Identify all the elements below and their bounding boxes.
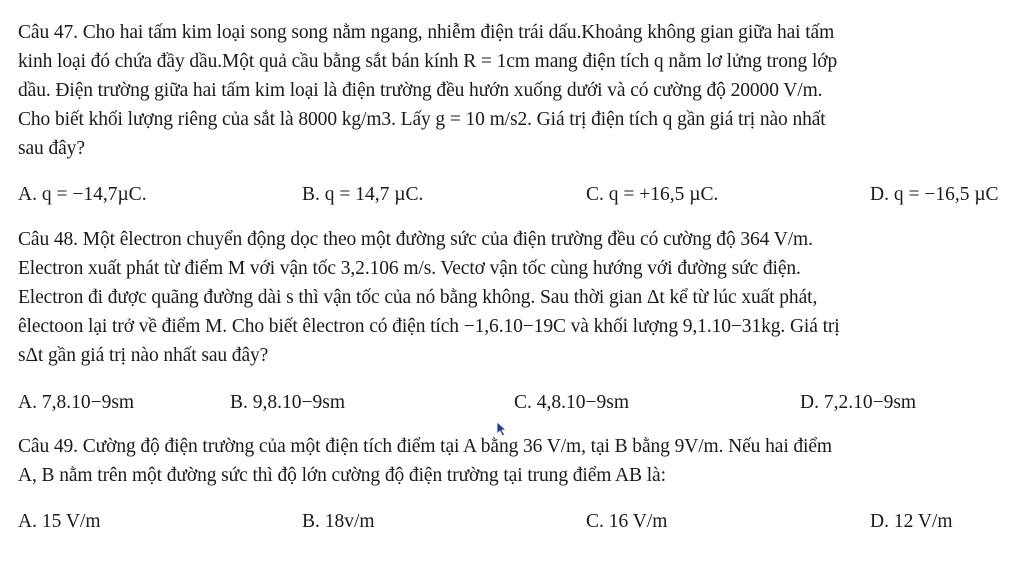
question-49-option-a: A. 15 V/m: [18, 511, 101, 532]
question-48-option-d: D. 7,2.10−9sm: [800, 392, 917, 413]
question-47-line-2: kinh loại đó chứa đầy dầu.Một quả cầu bằng sắt bán kính R = 1cm mang điện tích q nằm lơ lửng trong lớp: [18, 51, 838, 72]
question-49-option-b: B. 18v/m: [302, 511, 375, 532]
question-49-option-d: D. 12 V/m: [870, 511, 953, 532]
question-47-option-c: C. q = +16,5 µC.: [586, 184, 719, 205]
question-48-line-5: sΔt gần giá trị nào nhất sau đây?: [18, 345, 269, 366]
question-48-line-1: Câu 48. Một êlectron chuyển động dọc theo một đường sức của điện trường đều có cường độ 364 V/m.: [18, 229, 813, 250]
question-48-option-a: A. 7,8.10−9sm: [18, 392, 135, 413]
question-47-line-1: Câu 47. Cho hai tấm kim loại song song nằm ngang, nhiễm điện trái dấu.Khoảng không gian giữa hai tấm: [18, 22, 835, 43]
question-49-option-c: C. 16 V/m: [586, 511, 668, 532]
question-47-line-3: dầu. Điện trường giữa hai tấm kim loại là điện trường đều hướn xuống dưới và có cường độ 20000 V/m.: [18, 80, 823, 101]
question-48-line-2: Electron xuất phát từ điểm M với vận tốc 3,2.106 m/s. Vectơ vận tốc cùng hướng với đường sức điện.: [18, 258, 801, 279]
question-49-line-1: Câu 49. Cường độ điện trường của một điện tích điểm tại A bằng 36 V/m, tại B bằng 9V/m. Nếu hai điểm: [18, 436, 832, 457]
question-48-line-3: Electron đi được quãng đường dài s thì vận tốc của nó bằng không. Sau thời gian Δt kể từ lúc xuất phát,: [18, 287, 818, 308]
question-47-option-d: D. q = −16,5 µC: [870, 184, 999, 205]
question-48-option-c: C. 4,8.10−9sm: [514, 392, 630, 413]
question-47-line-5: sau đây?: [18, 138, 85, 159]
mouse-pointer-icon: [496, 421, 508, 437]
question-47-option-b: B. q = 14,7 µC.: [302, 184, 424, 205]
question-48-option-b: B. 9,8.10−9sm: [230, 392, 346, 413]
question-49-line-2: A, B nằm trên một đường sức thì độ lớn cường độ điện trường tại trung điểm AB là:: [18, 465, 666, 486]
question-48-line-4: êlectoon lại trở về điểm M. Cho biết êlectron có điện tích −1,6.10−19C và khối lượng 9,1.10−31kg. Giá trị: [18, 316, 840, 337]
question-47-line-4: Cho biết khối lượng riêng của sắt là 8000 kg/m3. Lấy g = 10 m/s2. Giá trị điện tích q gần giá trị nào nhất: [18, 109, 826, 130]
question-47-option-a: A. q = −14,7µC.: [18, 184, 147, 205]
